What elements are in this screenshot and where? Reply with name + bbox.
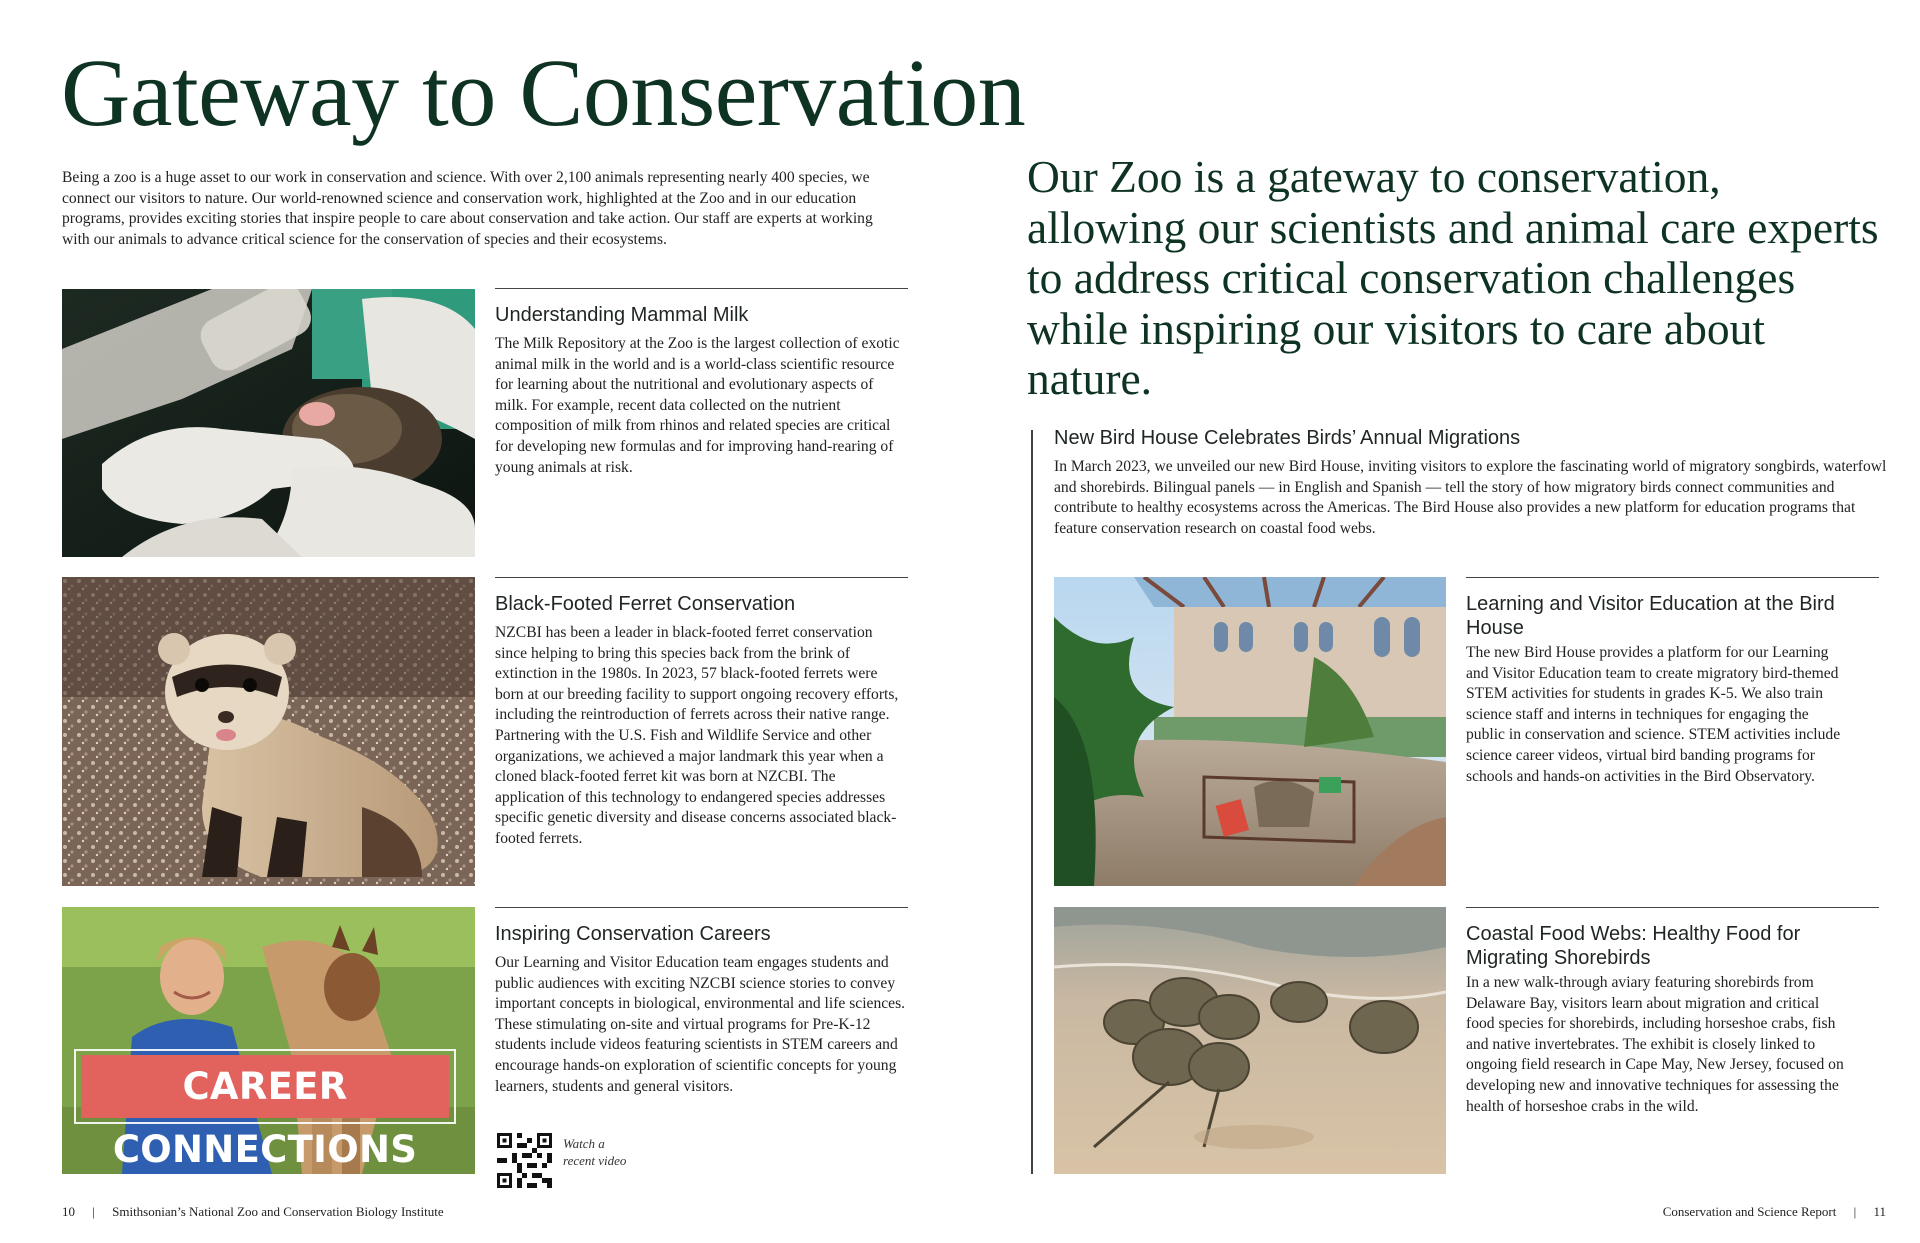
feature-body-bird-house: In March 2023, we unveiled our new Bird House, inviting visitors to explore the fascinating world of migratory songbirds, waterfowl and shorebirds. Bilingual panels — in English and Spanish — tell the story of how migratory birds connect communities and contribute to healthy ecosystems across the Americas. The Bird House also provides a new platform for education programs that feature conservation research on coastal food webs. (1054, 458, 1887, 537)
section-heading-mammal-milk: Understanding Mammal Milk (495, 304, 749, 326)
feature-vertical-rule (1031, 430, 1033, 1174)
footer-separator: | (92, 1204, 95, 1219)
section-heading-careers: Inspiring Conservation Careers (495, 923, 771, 945)
section-body-careers: Our Learning and Visitor Education team engages students and public audiences with exciting NZCBI science stories to convey important concepts in biological, environmental and life sciences. These stimulating on-site and virtual programs for Pre-K-12 students include videos featuring scientists in STEM careers and encourage hands-on exploration of scientific concepts for young learners, students and general visitors. (495, 954, 906, 1095)
section-divider (495, 288, 908, 289)
milk-photo (62, 289, 475, 557)
page-number: 10 (62, 1204, 75, 1219)
ferret-photo (62, 577, 475, 886)
section-divider (1466, 907, 1879, 908)
left-footer (62, 1204, 444, 1220)
page-number: 11 (1873, 1204, 1886, 1219)
footer-publisher: Smithsonian’s National Zoo and Conservation Biology Institute (112, 1204, 444, 1219)
section-divider (495, 907, 908, 908)
page-title: Gateway to Conservation (61, 39, 1026, 146)
section-heading-coastal-food-webs: Coastal Food Webs: Healthy Food for Migrating Shorebirds (1466, 923, 1801, 969)
section-divider (495, 577, 908, 578)
qr-caption-line: Watch a (563, 1136, 605, 1151)
footer-report-name: Conservation and Science Report (1662, 1204, 1837, 1219)
bird-house-photo (1054, 577, 1446, 886)
feature-heading-bird-house: New Bird House Celebrates Birds’ Annual Migrations (1054, 427, 1521, 449)
career-banner: CAREER CONNECTIONS (81, 1055, 449, 1118)
right-footer (1663, 1204, 1886, 1220)
qr-caption (563, 1135, 626, 1169)
section-heading-ferret: Black-Footed Ferret Conservation (495, 593, 796, 615)
qr-caption-line: recent video (563, 1153, 627, 1168)
section-body-ferret: NZCBI has been a leader in black-footed ferret conservation since helping to bring this species back from the brink of extinction in the 1980s. In 2023, 57 black-footed ferrets were born at our breeding facility to support ongoing recovery efforts, including the reintroduction of ferrets across their native range. Partnering with the U.S. Fish and Wildlife Service and other organizations, we achieved a major landmark this year when a cloned black-footed ferret kit was born at NZCBI. The application of this technology to endangered species addresses specific genetic diversity and disease concerns associated black-footed ferrets. (495, 624, 899, 847)
horseshoe-crab-photo (1054, 907, 1446, 1174)
section-body-learning: The new Bird House provides a platform for our Learning and Visitor Education team to create migratory bird-themed STEM activities for students in grades K-5. We also train science staff and interns in techniques for engaging the public in conservation and science. STEM activities include science career videos, virtual bird banding programs for schools and hands-on activities in the Bird Observatory. (1466, 644, 1841, 785)
career-photo (62, 907, 475, 1174)
section-body-coastal-food-webs: In a new walk-through aviary featuring shorebirds from Delaware Bay, visitors learn about migration and critical food species for shorebirds, including horseshoe crabs, fish and native invertebrates. The exhibit is closely linked to ongoing field research in Cape May, New Jersey, focused on developing new and innovative techniques for assessing the health of horseshoe crabs in the wild. (1466, 974, 1844, 1115)
footer-separator: | (1853, 1204, 1857, 1219)
pull-quote: Our Zoo is a gateway to conservation, allowing our scientists and animal care experts to address critical conservation challenges while inspiring our visitors to care about nature. (1027, 151, 1879, 404)
intro-paragraph: Being a zoo is a huge asset to our work in conservation and science. With over 2,100 animals representing nearly 400 species, we connect our visitors to nature. Our world-renowned science and conservation work, highlighted at the Zoo and in our education programs, provides exciting stories that inspire people to care about conservation and take action. Our staff are experts at working with our animals to advance critical science for the conservation of species and their ecosystems. (62, 169, 873, 248)
qr-code-icon[interactable] (497, 1133, 552, 1188)
section-divider (1466, 577, 1879, 578)
section-heading-learning: Learning and Visitor Education at the Bird House (1466, 593, 1835, 639)
section-body-mammal-milk: The Milk Repository at the Zoo is the largest collection of exotic animal milk in the world and is a world-class scientific resource for learning about the nutritional and evolutionary aspects of milk. For example, recent data collected on the nutrient composition of milk from rhinos and related species are critical for developing new formulas and for improving hand-rearing of young animals at risk. (495, 335, 900, 476)
